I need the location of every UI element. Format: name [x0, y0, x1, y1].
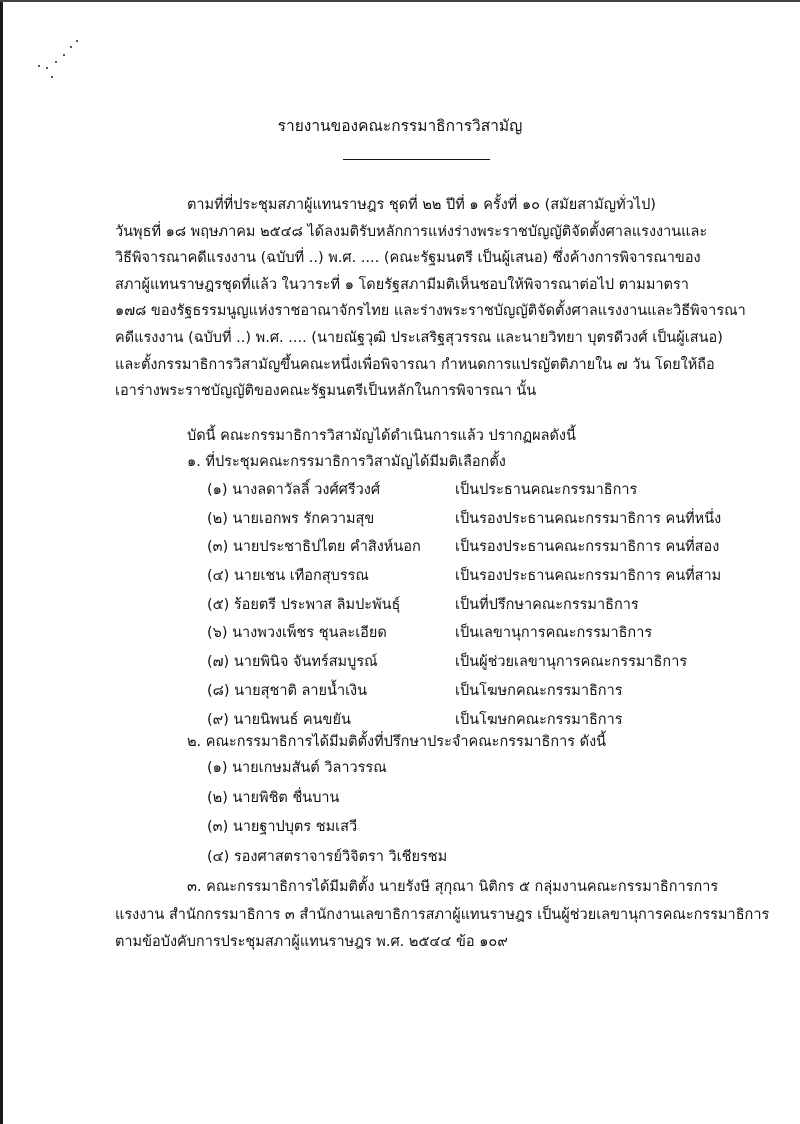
member-row — [207, 562, 727, 591]
paragraph-line: ๑๗๘ ของรัฐธรรมนูญแห่งราชอาณาจักรไทย และร่างพระราชบัญญัติจัดตั้งศาลแรงงานและวิธีพิจารณา — [115, 303, 746, 320]
scan-specks — [30, 38, 90, 88]
member-name: (๔) นายเชน เทือกสุบรรณ — [207, 568, 369, 585]
title-underline — [343, 159, 490, 160]
advisor-item: (๓) นายฐาปบุตร ชมเสวี — [207, 819, 358, 836]
paragraph-line: และตั้งกรรมาธิการวิสามัญขึ้นคณะหนึ่งเพื่อพิจารณา กำหนดการแปรญัตติภายใน ๗ วัน โดยให้ถือ — [115, 356, 715, 373]
member-row — [207, 591, 727, 620]
member-name: (๖) นางพวงเพ็ชร ชุนละเอียด — [207, 625, 387, 642]
section-1-heading: ๑. ที่ประชุมคณะกรรมาธิการวิสามัญได้มีมติเลือกตั้ง — [187, 454, 506, 470]
member-role: เป็นโฆษกคณะกรรมาธิการ — [455, 711, 623, 728]
member-role: เป็นผู้ช่วยเลขานุการคณะกรรมาธิการ — [455, 654, 688, 671]
page-title: รายงานของคณะกรรมาธิการวิสามัญ — [277, 117, 523, 135]
member-name: (๗) นายพินิจ จันทร์สมบูรณ์ — [207, 654, 378, 671]
member-name: (๓) นายประชาธิปไตย คำสิงห์นอก — [207, 539, 421, 556]
member-role: เป็นเลขานุการคณะกรรมาธิการ — [455, 625, 653, 642]
member-role: เป็นรองประธานคณะกรรมาธิการ คนที่สาม — [455, 568, 722, 585]
member-name: (๒) นายเอกพร รักความสุข — [207, 510, 375, 527]
paragraph-line: วิธีพิจารณาคดีแรงงาน (ฉบับที่ ..) พ.ศ. .... (คณะรัฐมนตรี เป็นผู้เสนอ) ซึ่งค้างการพิจารณาของ — [115, 250, 701, 267]
member-role: เป็นรองประธานคณะกรรมาธิการ คนที่สอง — [455, 539, 720, 556]
paragraph-1 — [115, 192, 746, 405]
paragraph-line: วันพุธที่ ๑๘ พฤษภาคม ๒๕๔๘ ได้ลงมติรับหลักการแห่งร่างพระราชบัญญัติจัดตั้งศาลแรงงานและ — [115, 223, 708, 240]
member-list — [207, 476, 727, 734]
member-name: (๘) นายสุชาติ ลายน้ำเงิน — [207, 682, 368, 699]
paragraph-line: คดีแรงงาน (ฉบับที่ ..) พ.ศ. .... (นายณัฐวุฒิ ประเสริฐสุวรรณ และนายวิทยา บุตรดีวงศ์ เป็นผู้เสนอ) — [115, 329, 723, 346]
member-role: เป็นโฆษกคณะกรรมาธิการ — [455, 682, 623, 699]
member-role: เป็นรองประธานคณะกรรมาธิการ คนที่หนึ่ง — [455, 510, 722, 527]
paragraph-line: ตามข้อบังคับการประชุมสภาผู้แทนราษฎร พ.ศ. ๒๕๔๔ ข้อ ๑๐๙ — [115, 934, 508, 950]
member-row — [207, 619, 727, 648]
paragraph-line: ๓. คณะกรรมาธิการได้มีมติตั้ง นายรังษี สุกุณา นิติกร ๕ กลุ่มงานคณะกรรมาธิการการ — [187, 879, 719, 895]
member-role: เป็นที่ปรึกษาคณะกรรมาธิการ — [455, 596, 639, 613]
paragraph-line: ตามที่ที่ประชุมสภาผู้แทนราษฎร ชุดที่ ๒๒ ปีที่ ๑ ครั้งที่ ๑๐ (สมัยสามัญทั่วไป) — [187, 197, 656, 213]
member-name: (๙) นายนิพนธ์ คนขยัน — [207, 711, 351, 728]
member-row — [207, 648, 727, 677]
member-name: (๕) ร้อยตรี ประพาส ลิมปะพันธุ์ — [207, 596, 401, 613]
advisor-item: (๑) นายเกษมสันต์ วิลาวรรณ — [207, 760, 387, 776]
member-row — [207, 533, 727, 562]
results-intro: บัดนี้ คณะกรรมาธิการวิสามัญได้ดำเนินการแล้ว ปรากฏผลดังนี้ — [187, 428, 576, 444]
paragraph-line: แรงงาน สำนักกรรมาธิการ ๓ สำนักงานเลขาธิการสภาผู้แทนราษฎร เป็นผู้ช่วยเลขานุการคณะกรรมาธิการ — [115, 906, 770, 923]
advisor-item: (๒) นายพิชิต ชื่นบาน — [207, 789, 340, 806]
member-row — [207, 677, 727, 706]
advisor-list — [207, 754, 447, 872]
member-name: (๑) นางลดาวัลลิ์ วงศ์ศรีวงศ์ — [207, 482, 381, 498]
member-role: เป็นประธานคณะกรรมาธิการ — [455, 482, 638, 498]
member-row — [207, 476, 727, 505]
section-2-heading: ๒. คณะกรรมาธิการได้มีมติตั้งที่ปรึกษาประจำคณะกรรมาธิการ ดังนี้ — [187, 734, 607, 750]
paragraph-line: เอาร่างพระราชบัญญัติของคณะรัฐมนตรีเป็นหลักในการพิจารณา นั้น — [115, 383, 537, 400]
scan-border-top — [0, 0, 800, 2]
advisor-item: (๔) รองศาสตราจารย์วิจิตรา วิเชียรชม — [207, 848, 448, 865]
member-row — [207, 505, 727, 534]
paragraph-line: สภาผู้แทนราษฎรชุดที่แล้ว ในวาระที่ ๑ โดยรัฐสภามีมติเห็นชอบให้พิจารณาต่อไป ตามมาตรา — [115, 276, 689, 293]
paragraph-3 — [115, 874, 770, 957]
scan-border-left — [0, 0, 3, 1124]
